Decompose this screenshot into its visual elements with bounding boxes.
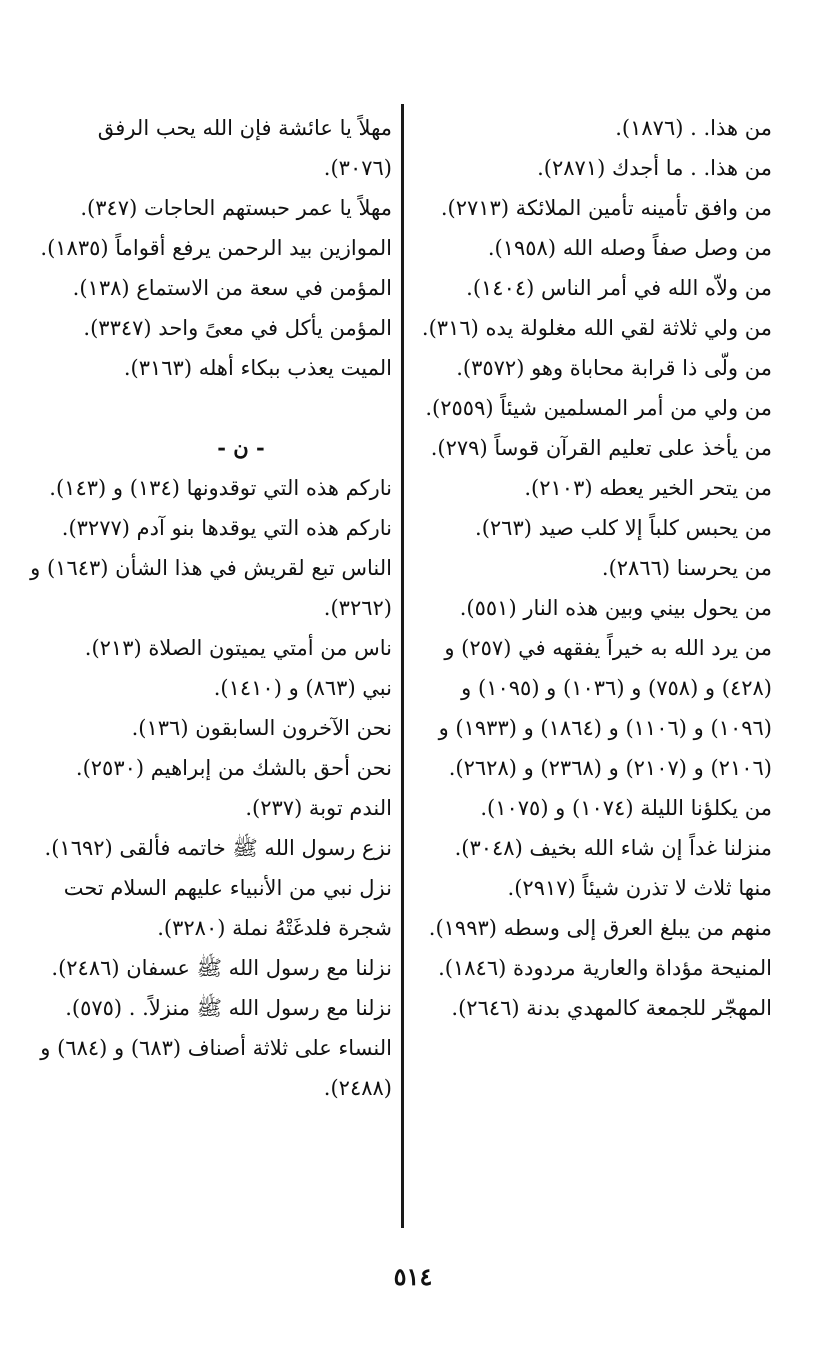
index-entry: من يحرسنا (٢٨٦٦).: [601, 556, 772, 580]
index-entry: نبي (٨٦٣) و (١٤١٠).: [213, 676, 392, 700]
index-entry: منزلنا غداً إن شاء الله بخيف (٣٠٤٨).: [454, 836, 772, 860]
index-entry: من ولاّه الله في أمر الناس (١٤٠٤).: [466, 276, 772, 300]
index-entry: من يتحر الخير يعطه (٢١٠٣).: [524, 476, 772, 500]
section-header: - ن -: [217, 435, 265, 460]
index-entry: من يحبس كلباً إلا كلب صيد (٢٦٣).: [475, 516, 772, 540]
index-entry: منهم من يبلغ العرق إلى وسطه (١٩٩٣).: [428, 916, 772, 940]
column-divider: [401, 104, 404, 1228]
right-column: [420, 108, 772, 1028]
index-entry: نزع رسول الله ﷺ خاتمه فألقى (١٦٩٢).: [44, 836, 392, 860]
index-entry: مهلاً يا عمر حبستهم الحاجات (٣٤٧).: [80, 196, 392, 220]
index-entry: ناس من أمتي يميتون الصلاة (٢١٣).: [84, 636, 392, 660]
index-entry: منها ثلاث لا تذرن شيئاً (٢٩١٧).: [507, 876, 772, 900]
index-entry: من يأخذ على تعليم القرآن قوساً (٢٧٩).: [430, 436, 772, 460]
index-entry: من وافق تأمينه تأمين الملائكة (٢٧١٣).: [440, 196, 772, 220]
index-entry: من يكلؤنا الليلة (١٠٧٤) و (١٠٧٥).: [480, 796, 772, 820]
index-entry: نزلنا مع رسول الله ﷺ منزلاً. . (٥٧٥).: [65, 996, 392, 1020]
index-entry: الميت يعذب ببكاء أهله (٣١٦٣).: [123, 356, 392, 380]
index-entry: من هذا. . ما أجدك (٢٨٧١).: [537, 156, 772, 180]
index-entry: نحن الآخرون السابقون (١٣٦).: [131, 716, 392, 740]
index-entry: من هذا. . (١٨٧٦).: [615, 116, 772, 140]
index-entry: نحن أحق بالشك من إبراهيم (٢٥٣٠).: [75, 756, 392, 780]
index-entry: من ولّى ذا قرابة محاباة وهو (٣٥٧٢).: [456, 356, 772, 380]
index-entry: الندم توبة (٢٣٧).: [245, 796, 392, 820]
index-entry: النساء على ثلاثة أصناف (٦٨٣) و (٦٨٤) و (٢٤٨٨).: [33, 1036, 392, 1100]
page-number: ٥١٤: [393, 1262, 433, 1291]
section-spacer: [30, 388, 392, 428]
index-entry: من يرد الله به خيراً يفقهه في (٢٥٧) و (٤٢٨) و (٧٥٨) و (١٠٣٦) و (١٠٩٥) و (١٠٩٦) و (١١٠٦) و (١٨٦٤) و (١٩٣٣) و (٢١٠٦) و (٢١٠٧) و (٢٣٦٨) و (٢٦٢٨).: [431, 636, 772, 780]
index-entry: ناركم هذه التي يوقدها بنو آدم (٣٢٧٧).: [61, 516, 392, 540]
index-entry: الناس تبع لقريش في هذا الشأن (١٦٤٣) و (٣٢٦٢).: [23, 556, 392, 620]
index-entry: من يحول بيني وبين هذه النار (٥٥١).: [459, 596, 772, 620]
index-entry: المنيحة مؤداة والعارية مردودة (١٨٤٦).: [438, 956, 772, 980]
index-entry: المؤمن يأكل في معىً واحد (٣٣٤٧).: [83, 316, 392, 340]
index-entry: من ولي ثلاثة لقي الله مغلولة يده (٣١٦).: [421, 316, 772, 340]
left-column: [23, 108, 392, 1108]
index-entry: الموازين بيد الرحمن يرفع أقواماً (١٨٣٥).: [40, 236, 392, 260]
index-entry: مهلاً يا عائشة فإن الله يحب الرفق (٣٠٧٦).: [91, 116, 392, 180]
index-entry: من ولي من أمر المسلمين شيئاً (٢٥٥٩).: [425, 396, 772, 420]
index-entry: من وصل صفاً وصله الله (١٩٥٨).: [487, 236, 772, 260]
index-entry: نزلنا مع رسول الله ﷺ عسفان (٢٤٨٦).: [51, 956, 392, 980]
index-entry: المهجّر للجمعة كالمهدي بدنة (٢٦٤٦).: [451, 996, 772, 1020]
index-entry: المؤمن في سعة من الاستماع (١٣٨).: [72, 276, 392, 300]
index-entry: ناركم هذه التي توقدونها (١٣٤) و (١٤٣).: [49, 476, 392, 500]
index-entry: نزل نبي من الأنبياء عليهم السلام تحت شجرة فلدغَتْهُ نملة (٣٢٨٠).: [57, 876, 392, 940]
